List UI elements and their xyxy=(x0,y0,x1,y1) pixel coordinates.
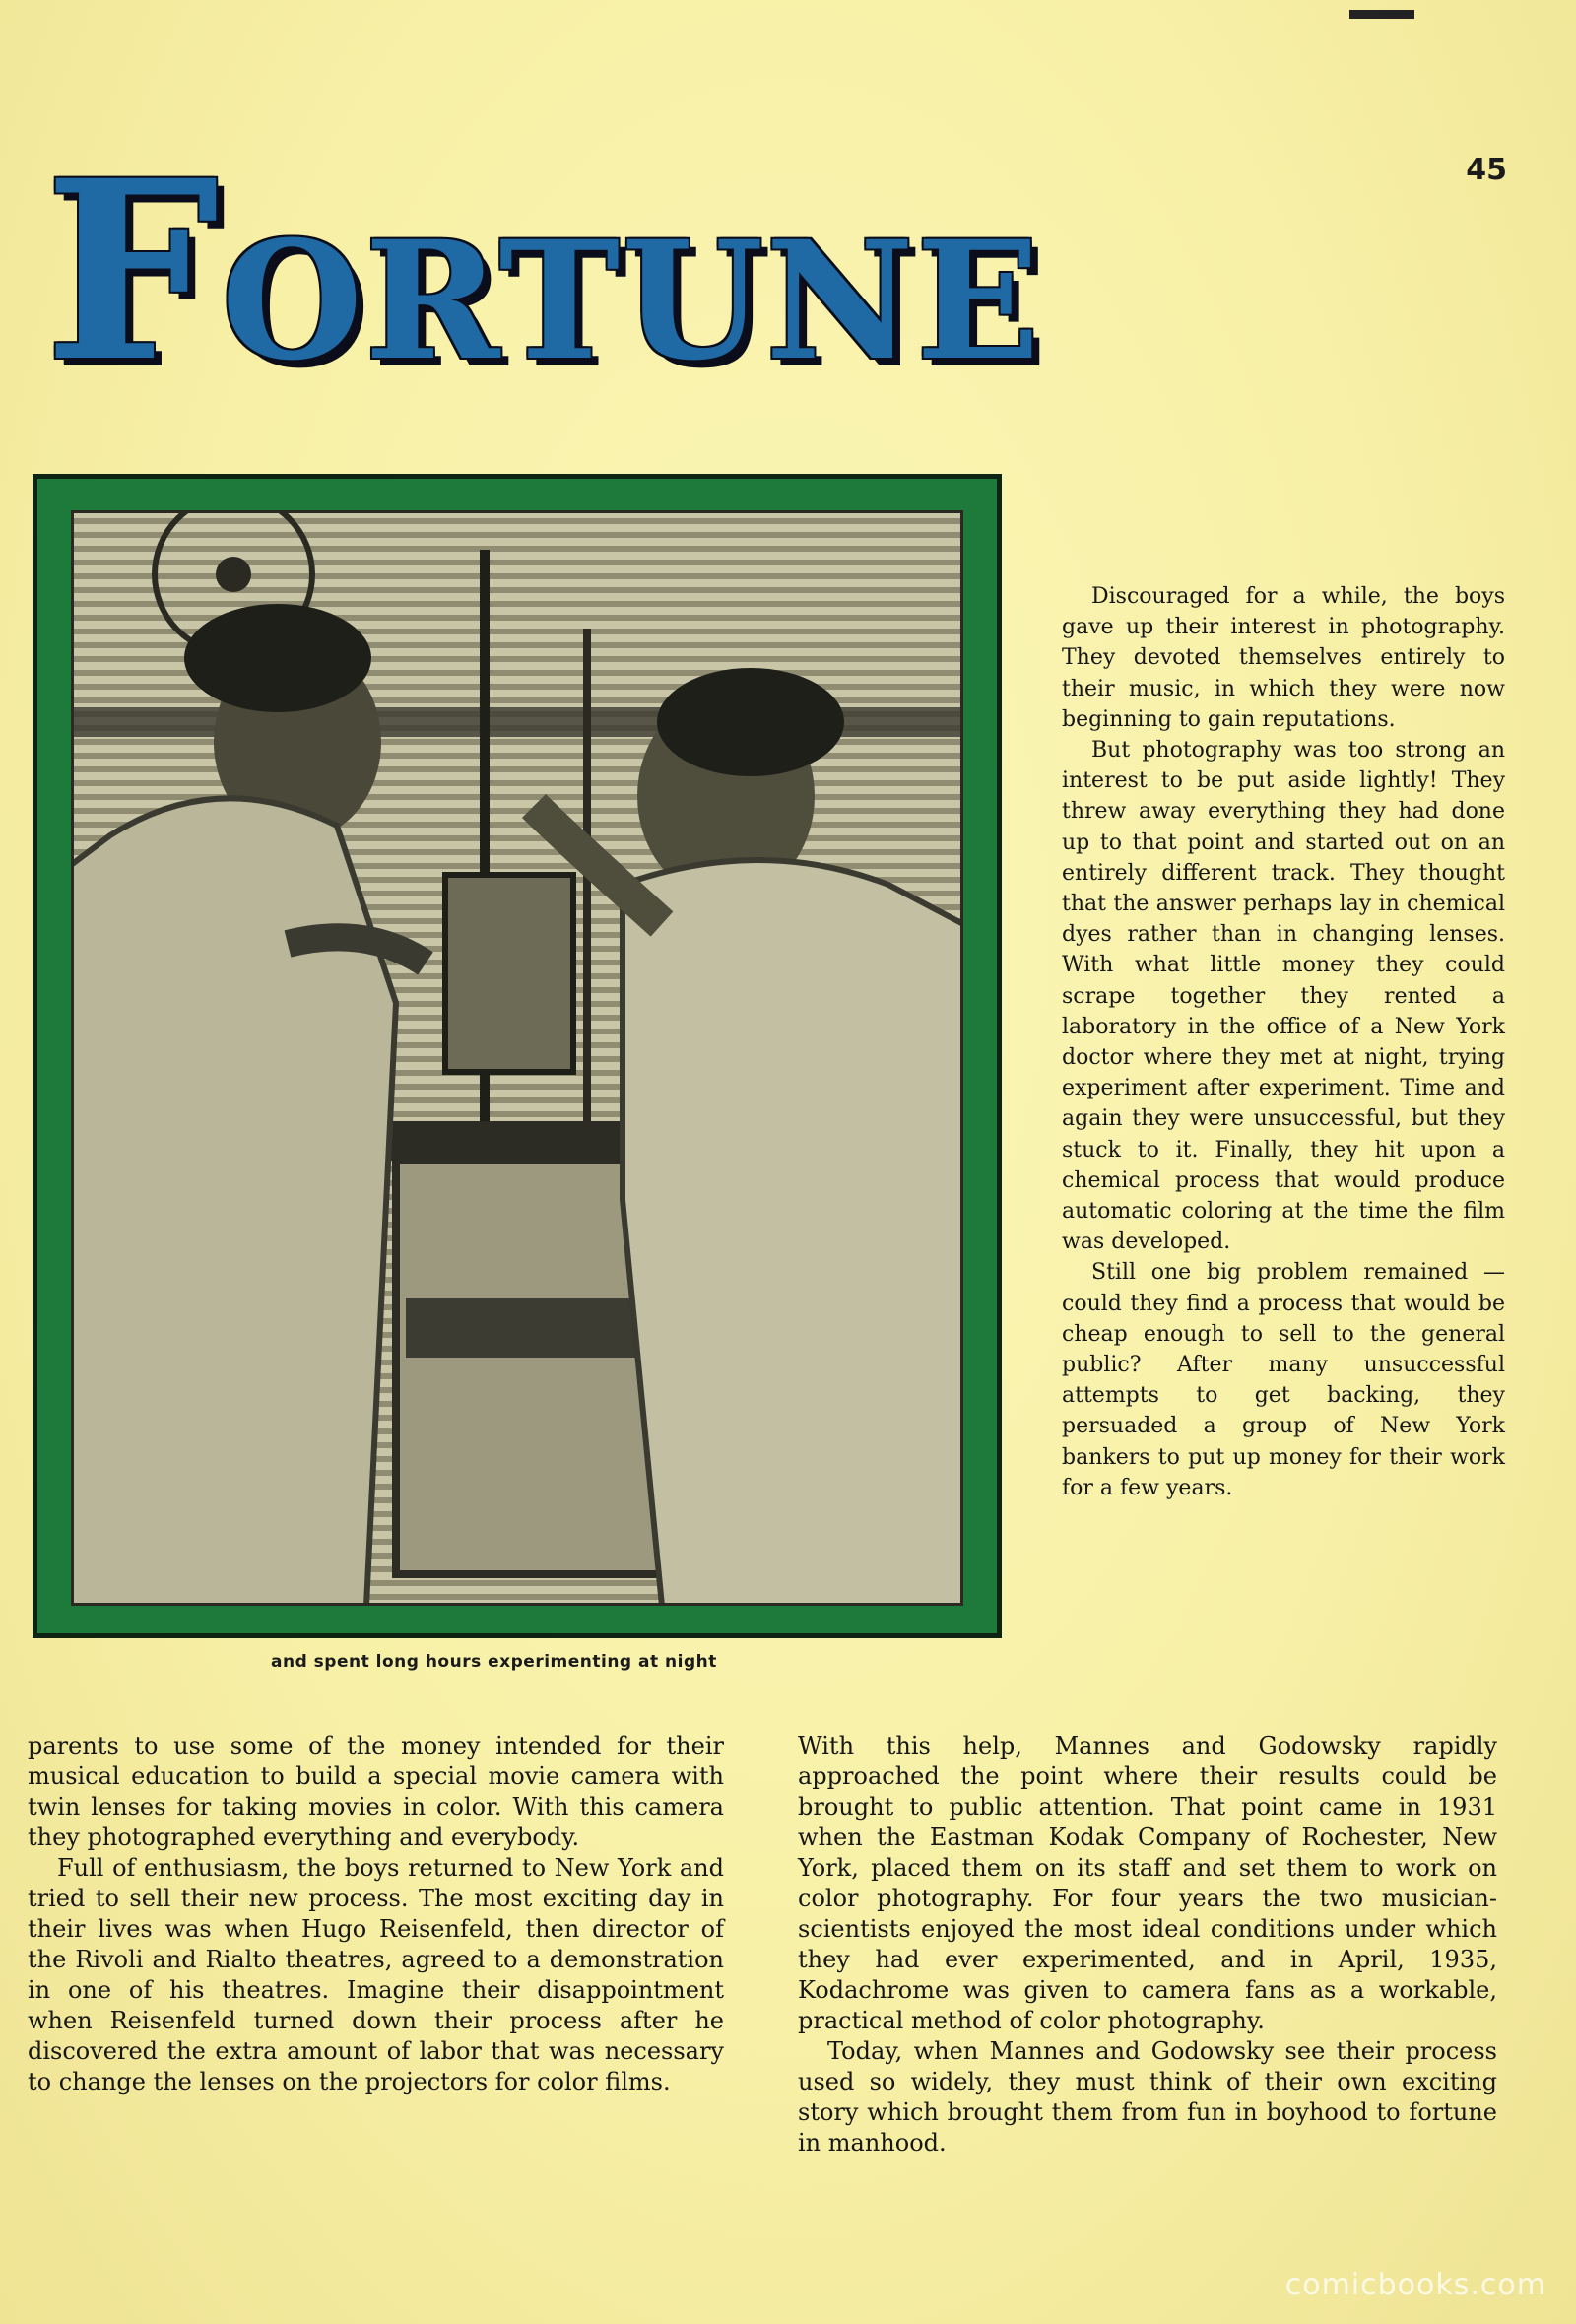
edge-mark xyxy=(1349,10,1414,19)
article-column-left xyxy=(28,1731,724,2097)
photo-frame xyxy=(33,474,1002,1638)
paragraph: Still one big problem remained — could they find a process that would be cheap enough to sell to the general public? After many unsuccessful attempts to get backing, they persuaded a group of New York bankers to put up money for their work for a few years. xyxy=(1062,1260,1505,1500)
page-title xyxy=(44,126,1042,416)
title-rest: ORTUNE xyxy=(221,205,1042,396)
paragraph: parents to use some of the money intended for their musical education to build a special movie camera with twin lenses for taking movies in color. With this camera they photographed everything and everybody. xyxy=(28,1732,724,1851)
paragraph: Full of enthusiasm, the boys returned to New York and tried to sell their new process. The most exciting day in their lives was when Hugo Reisenfeld, then director of the Rivoli and Rialto theatres, agreed to a demonstration in one of his theatres. Imagine their disappointment when Reisenfeld turned down their process after he discovered the extra amount of labor that was necessary to change the lenses on the projectors for color films. xyxy=(28,1854,724,2095)
paragraph: Discouraged for a while, the boys gave up their interest in photography. They devoted themselves entirely to their music, in which they were now beginning to gain reputations. xyxy=(1062,584,1505,732)
page-number: 45 xyxy=(1466,153,1507,187)
paragraph: With this help, Mannes and Godowsky rapidly approached the point where their results could be brought to public attention. That point came in 1931 when the Eastman Kodak Company of Rochester, New York, placed them on its staff and set them to work on color photography. For four years the two musician-scientists enjoyed the most ideal conditions under which they had ever experimented, and in April, 1935, Kodachrome was given to camera fans as a workable, practical method of color photography. xyxy=(798,1732,1497,2034)
article-column-right-top xyxy=(1062,581,1505,1503)
title-initial: F xyxy=(44,126,222,416)
watermark: comicbooks.com xyxy=(1284,2268,1546,2302)
paragraph: Today, when Mannes and Godowsky see their process used so widely, they must think of their own exciting story which brought them from fun in boyhood to fortune in manhood. xyxy=(798,2037,1497,2157)
laboratory-illustration xyxy=(71,510,963,1606)
photo-caption: and spent long hours experimenting at night xyxy=(271,1652,717,1672)
paragraph: But photography was too strong an interest to be put aside lightly! They threw away everything they had done up to that point and started out on an entirely different track. They thought that the answer perhaps lay in chemical dyes rather than in changing lenses. With what little money they could scrape together they rented a laboratory in the office of a New York doctor where they met at night, trying experiment after experiment. Time and again they were unsuccessful, but they stuck to it. Finally, they hit upon a chemical process that would produce automatic coloring at the time the film was developed. xyxy=(1062,738,1505,1255)
article-column-right-bottom xyxy=(798,1731,1497,2158)
photograph-two-men-laboratory xyxy=(71,510,963,1606)
